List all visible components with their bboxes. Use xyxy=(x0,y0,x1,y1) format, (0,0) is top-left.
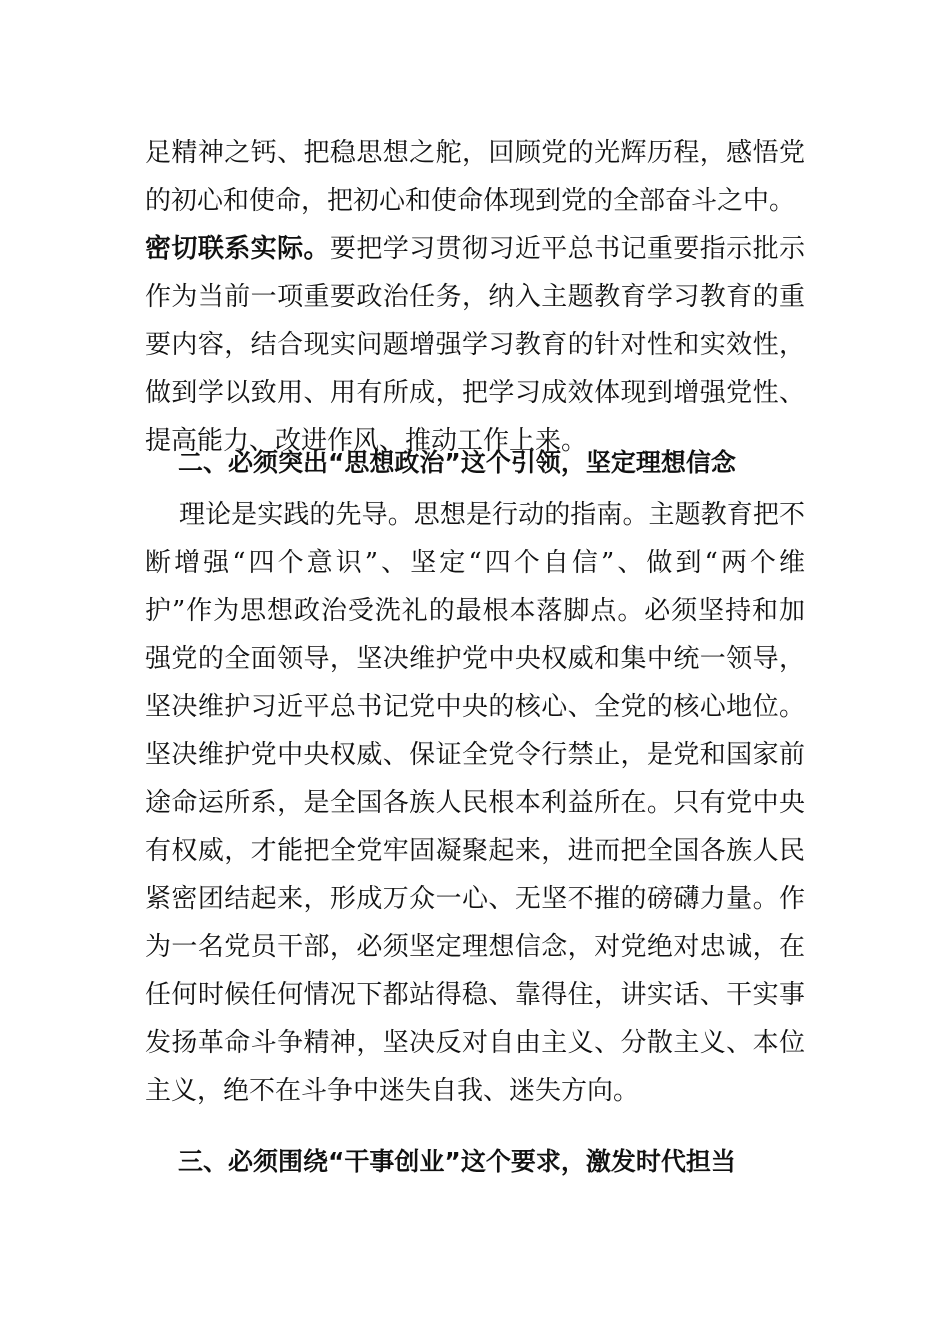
text-line: 主义，绝不在斗争中迷失自我、迷失方向。 xyxy=(145,1076,640,1106)
section-heading-3: 三、必须围绕“干事创业”这个要求，激发时代担当 xyxy=(178,1147,736,1176)
text-line: 提高能力、改进作风、推动工作上来。 xyxy=(145,426,588,456)
text-span: 要把学习贯彻习近平总书记重要指示批示 xyxy=(329,234,805,264)
text-line: 作为当前一项重要政治任务，纳入主题教育学习教育的重 xyxy=(145,282,805,312)
text-line: 的初心和使命，把初心和使命体现到党的全部奋斗之中。 xyxy=(145,186,796,216)
text-line: 途命运所系，是全国各族人民根本利益所在。只有党中央 xyxy=(145,788,805,818)
text-line: 紧密团结起来，形成万众一心、无坚不摧的磅礴力量。作 xyxy=(145,884,805,914)
text-line: 强党的全面领导，坚决维护党中央权威和集中统一领导， xyxy=(145,644,805,674)
text-line: 坚决维护习近平总书记党中央的核心、全党的核心地位。 xyxy=(145,692,805,722)
text-line: 为一名党员干部，必须坚定理想信念，对党绝对忠诚，在 xyxy=(145,932,805,962)
text-line: 要内容，结合现实问题增强学习教育的针对性和实效性， xyxy=(145,330,805,360)
text-line: 发扬革命斗争精神，坚决反对自由主义、分散主义、本位 xyxy=(145,1028,805,1058)
text-line: 任何时候任何情况下都站得稳、靠得住，讲实话、干实事 xyxy=(145,980,805,1010)
text-line: 足精神之钙、把稳思想之舵，回顾党的光辉历程，感悟党 xyxy=(145,138,805,168)
text-line: 有权威，才能把全党牢固凝聚起来，进而把全国各族人民 xyxy=(145,836,805,866)
text-line: 护”作为思想政治受洗礼的最根本落脚点。必须坚持和加 xyxy=(145,596,805,626)
text-line: 断增强“四个意识”、坚定“四个自信”、做到“两个维 xyxy=(145,548,805,578)
text-line: 理论是实践的先导。思想是行动的指南。主题教育把不 xyxy=(179,500,805,530)
text-line-with-lead xyxy=(145,229,805,269)
text-line: 坚决维护党中央权威、保证全党令行禁止，是党和国家前 xyxy=(145,740,805,770)
section-heading-2: 二、必须突出“思想政治”这个引领，坚定理想信念 xyxy=(178,448,736,477)
text-line: 做到学以致用、用有所成，把学习成效体现到增强党性、 xyxy=(145,378,805,408)
bold-lead-text: 密切联系实际。 xyxy=(145,234,330,264)
